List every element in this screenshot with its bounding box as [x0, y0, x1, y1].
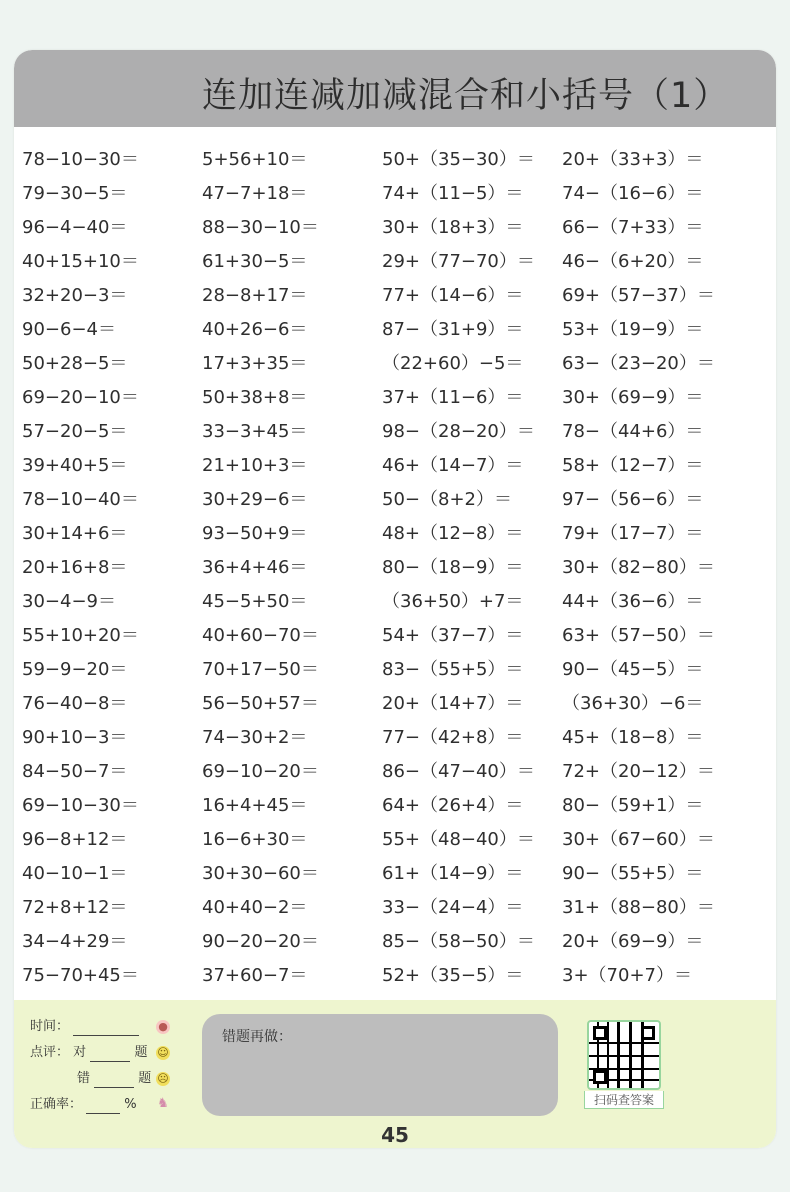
problem-cell: 44+（36−6）＝: [562, 591, 704, 612]
problem-cell: 79−30−5＝: [22, 183, 128, 204]
problem-cell: 17+3+35＝: [202, 353, 308, 374]
problem-cell: 78−（44+6）＝: [562, 421, 704, 442]
problem-cell: 39+40+5＝: [22, 455, 128, 476]
problem-cell: 90−20−20＝: [202, 931, 319, 952]
problem-cell: 30+（18+3）＝: [382, 217, 524, 238]
problem-cell: 32+20−3＝: [22, 285, 128, 306]
problem-cell: 56−50+57＝: [202, 693, 319, 714]
problem-cell: 96−4−40＝: [22, 217, 128, 238]
problem-cell: 5+56+10＝: [202, 149, 308, 170]
problem-cell: 3+（70+7）＝: [562, 965, 692, 986]
problem-cell: 48+（12−8）＝: [382, 523, 524, 544]
problem-cell: 28−8+17＝: [202, 285, 308, 306]
problem-cell: 76−40−8＝: [22, 693, 128, 714]
problem-cell: 63−（23−20）＝: [562, 353, 715, 374]
problem-cell: 46+（14−7）＝: [382, 455, 524, 476]
problem-cell: 16−6+30＝: [202, 829, 308, 850]
problem-cell: 90−6−4＝: [22, 319, 116, 340]
problem-cell: 69+（57−37）＝: [562, 285, 715, 306]
problem-cell: 90−（55+5）＝: [562, 863, 704, 884]
problem-cell: 30+（82−80）＝: [562, 557, 715, 578]
smile-icon: ☺: [157, 1046, 169, 1059]
sad-icon: ☹: [157, 1072, 169, 1085]
accuracy-label: 正确率：: [30, 1097, 83, 1112]
retry-label: 错题再做：: [222, 1029, 292, 1045]
problem-cell: 47−7+18＝: [202, 183, 308, 204]
wrong-row: [77, 1070, 151, 1088]
time-row: [30, 1018, 139, 1036]
problem-cell: （36+30）−6＝: [562, 693, 704, 714]
problem-cell: 72+（20−12）＝: [562, 761, 715, 782]
problem-cell: 66−（7+33）＝: [562, 217, 704, 238]
page-title: 连加连减加减混合和小括号（1）: [202, 76, 730, 116]
problem-cell: 50−（8+2）＝: [382, 489, 512, 510]
problem-cell: 64+（26+4）＝: [382, 795, 524, 816]
problem-cell: 45+（18−8）＝: [562, 727, 704, 748]
problem-cell: 83−（55+5）＝: [382, 659, 524, 680]
wrong-suffix: 题: [138, 1071, 152, 1086]
problem-cell: 40+60−70＝: [202, 625, 319, 646]
problem-cell: 20+16+8＝: [22, 557, 128, 578]
problem-cell: 55+（48−40）＝: [382, 829, 535, 850]
problem-cell: 72+8+12＝: [22, 897, 128, 918]
problem-cell: 20+（14+7）＝: [382, 693, 524, 714]
problem-cell: 50+（35−30）＝: [382, 149, 535, 170]
problem-cell: （36+50）+7＝: [382, 591, 524, 612]
problem-cell: 30+30−60＝: [202, 863, 319, 884]
problem-cell: 40+26−6＝: [202, 319, 308, 340]
problem-cell: 69−20−10＝: [22, 387, 139, 408]
problem-cell: 69−10−20＝: [202, 761, 319, 782]
problem-cell: 20+（69−9）＝: [562, 931, 704, 952]
correct-row: [30, 1044, 147, 1062]
problem-cell: 30+14+6＝: [22, 523, 128, 544]
problem-cell: 59−9−20＝: [22, 659, 128, 680]
problem-cell: 69−10−30＝: [22, 795, 139, 816]
problem-cell: 61+30−5＝: [202, 251, 308, 272]
problem-cell: 97−（56−6）＝: [562, 489, 704, 510]
problem-cell: 90−（45−5）＝: [562, 659, 704, 680]
problem-cell: 20+（33+3）＝: [562, 149, 704, 170]
problem-cell: 86−（47−40）＝: [382, 761, 535, 782]
title-banner: [14, 50, 776, 127]
problem-cell: 87−（31+9）＝: [382, 319, 524, 340]
problem-cell: 74−30+2＝: [202, 727, 308, 748]
problem-cell: 80−（18−9）＝: [382, 557, 524, 578]
wrong-blank[interactable]: [94, 1075, 134, 1088]
problem-cell: 96−8+12＝: [22, 829, 128, 850]
problem-cell: 90+10−3＝: [22, 727, 128, 748]
problem-cell: 45−5+50＝: [202, 591, 308, 612]
problem-cell: 53+（19−9）＝: [562, 319, 704, 340]
problem-cell: 29+（77−70）＝: [382, 251, 535, 272]
qr-label: 扫码查答案: [584, 1091, 664, 1109]
problem-cell: 75−70+45＝: [22, 965, 139, 986]
problem-cell: 30+29−6＝: [202, 489, 308, 510]
problem-cell: 30−4−9＝: [22, 591, 116, 612]
accuracy-suffix: %: [124, 1097, 137, 1112]
problem-cell: 34−4+29＝: [22, 931, 128, 952]
problem-cell: 57−20−5＝: [22, 421, 128, 442]
qr-code-icon[interactable]: [587, 1020, 661, 1090]
problem-cell: 16+4+45＝: [202, 795, 308, 816]
worksheet-page: [14, 50, 776, 1148]
problem-cell: 46−（6+20）＝: [562, 251, 704, 272]
problem-cell: 55+10+20＝: [22, 625, 139, 646]
problem-cell: 31+（88−80）＝: [562, 897, 715, 918]
time-blank[interactable]: [73, 1023, 139, 1036]
rabbit-icon: ♞: [157, 1096, 169, 1111]
problem-cell: 74−（16−6）＝: [562, 183, 704, 204]
problem-cell: 37+60−7＝: [202, 965, 308, 986]
problem-cell: 79+（17−7）＝: [562, 523, 704, 544]
problem-cell: 63+（57−50）＝: [562, 625, 715, 646]
problem-grid: [22, 143, 762, 986]
problem-cell: 88−30−10＝: [202, 217, 319, 238]
problem-cell: 40+15+10＝: [22, 251, 139, 272]
retry-area[interactable]: [202, 1014, 558, 1116]
qr-corner-icon: [593, 1070, 607, 1084]
time-label: 时间：: [30, 1019, 70, 1034]
problem-cell: 93−50+9＝: [202, 523, 308, 544]
problem-cell: 74+（11−5）＝: [382, 183, 524, 204]
problem-cell: 33−3+45＝: [202, 421, 308, 442]
problem-cell: 77−（42+8）＝: [382, 727, 524, 748]
problem-cell: 77+（14−6）＝: [382, 285, 524, 306]
problem-cell: 50+38+8＝: [202, 387, 308, 408]
footer-panel: [14, 1000, 776, 1148]
accuracy-blank[interactable]: [86, 1101, 120, 1114]
problem-cell: 40−10−1＝: [22, 863, 128, 884]
correct-prefix: 对: [73, 1045, 87, 1060]
problem-cell: 78−10−40＝: [22, 489, 139, 510]
answer-qr-block[interactable]: [584, 1020, 664, 1120]
correct-suffix: 题: [134, 1045, 148, 1060]
problem-cell: 40+40−2＝: [202, 897, 308, 918]
problem-cell: 50+28−5＝: [22, 353, 128, 374]
problem-cell: 61+（14−9）＝: [382, 863, 524, 884]
problem-cell: 58+（12−7）＝: [562, 455, 704, 476]
problem-cell: 54+（37−7）＝: [382, 625, 524, 646]
problem-cell: 37+（11−6）＝: [382, 387, 524, 408]
problem-cell: 80−（59+1）＝: [562, 795, 704, 816]
problem-cell: 78−10−30＝: [22, 149, 139, 170]
accuracy-row: [30, 1096, 137, 1114]
problem-cell: 52+（35−5）＝: [382, 965, 524, 986]
pig-icon: ●: [156, 1020, 170, 1034]
wrong-prefix: 错: [77, 1071, 91, 1086]
problem-cell: 36+4+46＝: [202, 557, 308, 578]
page-number: 45: [381, 1123, 409, 1147]
problem-cell: 33−（24−4）＝: [382, 897, 524, 918]
problem-cell: 84−50−7＝: [22, 761, 128, 782]
problem-cell: 30+（67−60）＝: [562, 829, 715, 850]
problem-cell: 85−（58−50）＝: [382, 931, 535, 952]
review-label: 点评：: [30, 1045, 70, 1060]
correct-blank[interactable]: [90, 1049, 130, 1062]
problem-cell: 98−（28−20）＝: [382, 421, 535, 442]
problem-cell: 70+17−50＝: [202, 659, 319, 680]
problem-cell: （22+60）−5＝: [382, 353, 524, 374]
problem-cell: 21+10+3＝: [202, 455, 308, 476]
problem-cell: 30+（69−9）＝: [562, 387, 704, 408]
